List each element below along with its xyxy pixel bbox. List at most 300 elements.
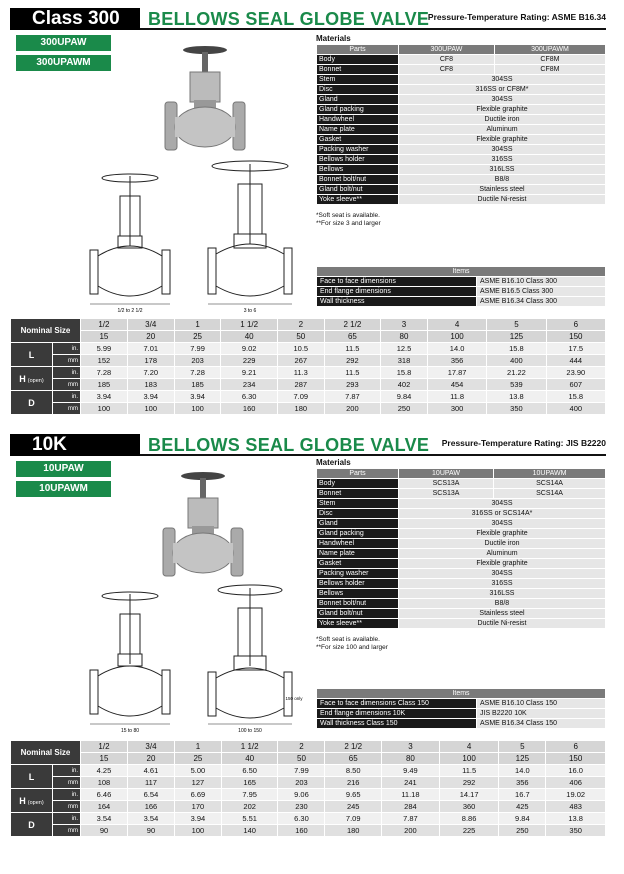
dim-value-in: 11.18: [382, 789, 440, 801]
dim-value-mm: 350: [487, 403, 546, 415]
dim-value-mm: 293: [324, 379, 380, 391]
valve-drawing-small: [78, 166, 178, 314]
unit-mm: mm: [53, 801, 81, 813]
size-inch: 6: [546, 319, 605, 331]
dim-value-mm: 483: [546, 801, 606, 813]
dim-value-mm: 180: [277, 403, 324, 415]
item-value: ASME B16.34 Class 300: [477, 297, 606, 307]
valve-drawing-large: [200, 578, 310, 734]
dim-value-mm: 607: [546, 379, 605, 391]
item-value: ASME B16.34 Class 150: [477, 719, 606, 729]
item-name: Wall thickness Class 150: [317, 719, 477, 729]
mat-part: Bonnet: [317, 489, 399, 499]
mat-head: Parts: [317, 45, 399, 55]
dim-value-in: 13.8: [546, 813, 606, 825]
dim-value-in: 6.30: [278, 813, 325, 825]
dim-value-in: 9.84: [499, 813, 546, 825]
mat-value: B8/8: [399, 599, 606, 609]
dim-value-in: 3.54: [127, 813, 174, 825]
dim-value-in: 6.69: [174, 789, 221, 801]
dimensions-table: [10, 318, 606, 415]
dim-value-mm: 444: [546, 355, 605, 367]
note: **For size 100 and larger: [316, 644, 388, 651]
dim-value-in: 6.30: [221, 391, 277, 403]
size-inch: 4: [439, 741, 499, 753]
dim-value-mm: 234: [221, 379, 277, 391]
dim-value-mm: 402: [381, 379, 428, 391]
dim-value-mm: 185: [174, 379, 221, 391]
dim-value-mm: 178: [127, 355, 174, 367]
mat-part: Disc: [317, 509, 399, 519]
item-value: JIS B2220 10K: [477, 709, 606, 719]
mat-value: SCS13A: [399, 489, 494, 499]
drawing-label: 1/2 to 2 1/2: [117, 308, 143, 314]
dim-value-in: 12.5: [381, 343, 428, 355]
dim-value-mm: 250: [381, 403, 428, 415]
dim-value-in: 7.20: [127, 367, 174, 379]
size-mm: 25: [174, 753, 221, 765]
dim-value-in: 17.5: [546, 343, 605, 355]
dim-value-in: 13.8: [487, 391, 546, 403]
dim-value-in: 7.87: [324, 391, 380, 403]
dim-value-in: 5.00: [174, 765, 221, 777]
size-mm: 100: [427, 331, 486, 343]
dim-symbol-sub: (open): [27, 377, 44, 384]
dim-value-mm: 425: [499, 801, 546, 813]
dim-symbol: [11, 789, 53, 813]
dim-symbol-text: L: [28, 771, 35, 782]
mat-value: Flexible graphite: [399, 135, 606, 145]
mat-value: 304SS: [399, 95, 606, 105]
dim-value-mm: 152: [81, 355, 128, 367]
size-mm: 65: [324, 331, 380, 343]
section-header: [10, 8, 606, 30]
section-header: [10, 434, 606, 456]
dim-value-mm: 292: [324, 355, 380, 367]
mat-value: Aluminum: [399, 549, 606, 559]
mat-part: Bonnet bolt/nut: [317, 175, 399, 185]
product-title: BELLOWS SEAL GLOBE VALVE: [148, 9, 430, 29]
size-mm: 40: [221, 331, 277, 343]
dim-value-mm: 350: [546, 825, 606, 837]
dim-value-mm: 160: [221, 403, 277, 415]
size-mm: 80: [381, 331, 428, 343]
dim-value-in: 9.65: [325, 789, 382, 801]
dim-value-mm: 203: [278, 777, 325, 789]
mat-part: Gland: [317, 519, 399, 529]
dimensions-table: [10, 740, 606, 837]
dim-value-in: 11.5: [324, 367, 380, 379]
mat-part: Gasket: [317, 135, 399, 145]
section-class300: [10, 8, 606, 428]
class-label: 10K: [10, 434, 140, 456]
valve-photo: [160, 42, 250, 157]
dim-value-in: 21.22: [487, 367, 546, 379]
dim-value-in: 9.06: [278, 789, 325, 801]
item-name: End flange dimensions 10K: [317, 709, 477, 719]
mat-part: Bellows: [317, 165, 399, 175]
mat-part: Bellows holder: [317, 155, 399, 165]
mat-part: Bellows: [317, 589, 399, 599]
mat-value: CF8M: [494, 55, 605, 65]
dim-value-in: 16.0: [546, 765, 606, 777]
size-inch: 1/2: [81, 319, 128, 331]
mat-part: Gland bolt/nut: [317, 609, 399, 619]
mat-part: Stem: [317, 499, 399, 509]
dim-value-in: 3.94: [81, 391, 128, 403]
unit-mm: mm: [53, 355, 81, 367]
mat-value: CF8: [399, 65, 495, 75]
dim-value-mm: 229: [221, 355, 277, 367]
mat-part: Gland packing: [317, 529, 399, 539]
dim-value-in: 14.17: [439, 789, 499, 801]
dim-value-mm: 300: [427, 403, 486, 415]
size-inch: 1: [174, 741, 221, 753]
mat-part: Name plate: [317, 549, 399, 559]
dim-value-in: 14.0: [499, 765, 546, 777]
mat-part: Gland: [317, 95, 399, 105]
size-mm: 150: [546, 753, 606, 765]
unit-mm: mm: [53, 777, 81, 789]
mat-value: Flexible graphite: [399, 529, 606, 539]
size-mm: 50: [277, 331, 324, 343]
mat-value: 304SS: [399, 145, 606, 155]
dim-value-mm: 200: [324, 403, 380, 415]
dim-symbol: [11, 343, 53, 367]
dim-value-mm: 166: [127, 801, 174, 813]
item-name: Face to face dimensions: [317, 277, 477, 287]
dim-symbol-sub: (open): [27, 799, 44, 806]
drawing-label: 150 only: [285, 696, 303, 701]
mat-value: Stainless steel: [399, 609, 606, 619]
dim-value-mm: 292: [439, 777, 499, 789]
size-inch: 1: [174, 319, 221, 331]
dim-symbol-text: D: [28, 397, 35, 408]
mat-value: 316SS or SCS14A*: [399, 509, 606, 519]
items-head: Items: [317, 689, 606, 699]
dim-value-mm: 90: [81, 825, 128, 837]
dim-value-mm: 127: [174, 777, 221, 789]
mat-head: 300UPAW: [399, 45, 495, 55]
materials-table: [316, 44, 606, 205]
mat-part: Gasket: [317, 559, 399, 569]
mat-value: 316SS or CF8M*: [399, 85, 606, 95]
dim-value-in: 7.87: [382, 813, 440, 825]
dim-value-in: 8.86: [439, 813, 499, 825]
mat-part: Name plate: [317, 125, 399, 135]
dim-symbol-text: L: [28, 349, 35, 360]
dim-value-mm: 100: [81, 403, 128, 415]
size-mm: 40: [221, 753, 278, 765]
item-value: ASME B16.10 Class 150: [477, 699, 606, 709]
size-inch: 2: [277, 319, 324, 331]
valve-drawing-large: [198, 154, 308, 314]
mat-value: SCS14A: [494, 479, 606, 489]
materials-title: Materials: [316, 34, 351, 43]
mat-part: Stem: [317, 75, 399, 85]
model-badges: [16, 461, 111, 501]
dim-value-mm: 400: [487, 355, 546, 367]
dim-value-mm: 160: [278, 825, 325, 837]
dim-value-in: 5.51: [221, 813, 278, 825]
dim-symbol: [11, 765, 53, 789]
mat-part: Body: [317, 55, 399, 65]
mat-value: Stainless steel: [399, 185, 606, 195]
dim-value-mm: 108: [81, 777, 128, 789]
dim-symbol-text: H: [19, 795, 26, 806]
size-mm: 25: [174, 331, 221, 343]
unit-in: in.: [53, 813, 81, 825]
valve-drawing-small: [78, 584, 178, 734]
mat-part: Packing washer: [317, 569, 399, 579]
dim-value-in: 3.94: [127, 391, 174, 403]
dim-value-in: 16.7: [499, 789, 546, 801]
dim-value-in: 4.25: [81, 765, 128, 777]
dim-value-in: 6.50: [221, 765, 278, 777]
mat-value: B8/8: [399, 175, 606, 185]
dim-value-mm: 454: [427, 379, 486, 391]
unit-mm: mm: [53, 379, 81, 391]
dim-value-in: 7.99: [174, 343, 221, 355]
dim-symbol-text: H: [19, 373, 26, 384]
size-inch: 3/4: [127, 319, 174, 331]
mat-part: Handwheel: [317, 539, 399, 549]
pressure-rating: Pressure-Temperature Rating: JIS B2220: [441, 438, 606, 448]
dim-value-in: 11.8: [427, 391, 486, 403]
item-name: End flange dimensions: [317, 287, 477, 297]
mat-head: 10UPAWM: [494, 469, 606, 479]
dim-value-in: 7.09: [325, 813, 382, 825]
mat-head: 10UPAW: [399, 469, 494, 479]
mat-value: 304SS: [399, 499, 606, 509]
mat-value: SCS14A: [494, 489, 606, 499]
size-inch: 3/4: [127, 741, 174, 753]
size-mm: 20: [127, 331, 174, 343]
mat-part: Yoke sleeve**: [317, 195, 399, 205]
dim-value-mm: 180: [325, 825, 382, 837]
dim-value-in: 7.99: [278, 765, 325, 777]
dim-value-in: 11.5: [439, 765, 499, 777]
mat-value: Aluminum: [399, 125, 606, 135]
mat-part: Body: [317, 479, 399, 489]
size-mm: 100: [439, 753, 499, 765]
dim-value-mm: 117: [127, 777, 174, 789]
dim-value-mm: 216: [325, 777, 382, 789]
dim-value-in: 19.02: [546, 789, 606, 801]
item-value: ASME B16.10 Class 300: [477, 277, 606, 287]
section-10k: [10, 434, 606, 864]
dim-value-in: 9.02: [221, 343, 277, 355]
dim-value-mm: 356: [499, 777, 546, 789]
mat-value: Ductile iron: [399, 539, 606, 549]
dim-value-mm: 202: [221, 801, 278, 813]
dim-value-mm: 284: [382, 801, 440, 813]
dim-value-mm: 200: [382, 825, 440, 837]
unit-mm: mm: [53, 825, 81, 837]
dim-value-in: 15.8: [487, 343, 546, 355]
dim-value-mm: 287: [277, 379, 324, 391]
dim-value-in: 11.5: [324, 343, 380, 355]
mat-part: Gland bolt/nut: [317, 185, 399, 195]
mat-value: 304SS: [399, 519, 606, 529]
size-inch: 4: [427, 319, 486, 331]
dim-value-mm: 539: [487, 379, 546, 391]
dim-value-mm: 400: [546, 403, 605, 415]
mat-head: Parts: [317, 469, 399, 479]
dim-value-in: 9.49: [382, 765, 440, 777]
mat-part: Yoke sleeve**: [317, 619, 399, 629]
mat-part: Packing washer: [317, 145, 399, 155]
dim-value-mm: 241: [382, 777, 440, 789]
mat-value: Flexible graphite: [399, 105, 606, 115]
dim-value-mm: 183: [127, 379, 174, 391]
dim-value-in: 5.99: [81, 343, 128, 355]
size-inch: 1 1/2: [221, 319, 277, 331]
dim-value-mm: 406: [546, 777, 606, 789]
dim-value-in: 11.3: [277, 367, 324, 379]
mat-value: 316SS: [399, 579, 606, 589]
mat-part: Bonnet: [317, 65, 399, 75]
mat-value: CF8M: [494, 65, 605, 75]
standards-table: [316, 688, 606, 729]
dim-value-mm: 356: [427, 355, 486, 367]
dim-value-mm: 230: [278, 801, 325, 813]
nominal-size-label: Nominal Size: [11, 741, 81, 765]
dim-value-in: 9.84: [381, 391, 428, 403]
mat-value: CF8: [399, 55, 495, 65]
model-badge: 300UPAWM: [16, 55, 111, 71]
dim-value-mm: 318: [381, 355, 428, 367]
size-inch: 5: [499, 741, 546, 753]
note: *Soft seat is available.: [316, 212, 380, 219]
unit-in: in.: [53, 391, 81, 403]
drawing-label: 3 to 6: [243, 308, 257, 314]
dim-value-in: 10.5: [277, 343, 324, 355]
size-inch: 1/2: [81, 741, 128, 753]
dim-value-in: 6.46: [81, 789, 128, 801]
dim-value-mm: 100: [174, 403, 221, 415]
items-head: Items: [317, 267, 606, 277]
dim-value-in: 3.94: [174, 813, 221, 825]
item-value: ASME B16.5 Class 300: [477, 287, 606, 297]
mat-value: SCS13A: [399, 479, 494, 489]
unit-in: in.: [53, 367, 81, 379]
dim-value-mm: 170: [174, 801, 221, 813]
dim-value-in: 15.8: [381, 367, 428, 379]
dim-value-in: 17.87: [427, 367, 486, 379]
mat-part: Handwheel: [317, 115, 399, 125]
dim-symbol-text: D: [28, 819, 35, 830]
materials-title: Materials: [316, 458, 351, 467]
nominal-size-label: Nominal Size: [11, 319, 81, 343]
class-label: Class 300: [10, 8, 140, 30]
dim-value-in: 14.0: [427, 343, 486, 355]
mat-value: Ductile Ni-resist: [399, 619, 606, 629]
item-name: Wall thickness: [317, 297, 477, 307]
size-inch: 2: [278, 741, 325, 753]
dim-value-mm: 203: [174, 355, 221, 367]
standards-table: [316, 266, 606, 307]
dim-value-in: 3.54: [81, 813, 128, 825]
model-badge: 300UPAW: [16, 35, 111, 51]
dim-value-in: 15.8: [546, 391, 605, 403]
size-mm: 20: [127, 753, 174, 765]
size-inch: 6: [546, 741, 606, 753]
mat-value: 316LSS: [399, 165, 606, 175]
dim-value-in: 8.50: [325, 765, 382, 777]
unit-in: in.: [53, 343, 81, 355]
materials-table: [316, 468, 606, 629]
dim-value-in: 7.28: [81, 367, 128, 379]
dim-value-in: 7.01: [127, 343, 174, 355]
mat-part: Bellows holder: [317, 579, 399, 589]
pressure-rating: Pressure-Temperature Rating: ASME B16.34: [427, 12, 606, 22]
size-mm: 150: [546, 331, 605, 343]
mat-value: 304SS: [399, 569, 606, 579]
note: **For size 3 and larger: [316, 220, 381, 227]
unit-mm: mm: [53, 403, 81, 415]
size-inch: 2 1/2: [325, 741, 382, 753]
dim-value-in: 6.54: [127, 789, 174, 801]
size-mm: 15: [81, 331, 128, 343]
dim-value-mm: 164: [81, 801, 128, 813]
size-inch: 3: [382, 741, 440, 753]
size-mm: 125: [487, 331, 546, 343]
dim-value-mm: 165: [221, 777, 278, 789]
mat-part: Bonnet bolt/nut: [317, 599, 399, 609]
product-title: BELLOWS SEAL GLOBE VALVE: [148, 435, 430, 455]
drawing-label: 100 to 150: [238, 728, 262, 734]
dim-value-in: 23.90: [546, 367, 605, 379]
mat-head: 300UPAWM: [494, 45, 605, 55]
unit-in: in.: [53, 789, 81, 801]
dim-value-mm: 267: [277, 355, 324, 367]
dim-value-mm: 250: [499, 825, 546, 837]
size-inch: 5: [487, 319, 546, 331]
mat-part: Disc: [317, 85, 399, 95]
mat-value: Ductile iron: [399, 115, 606, 125]
size-inch: 3: [381, 319, 428, 331]
dim-value-mm: 360: [439, 801, 499, 813]
dim-value-mm: 140: [221, 825, 278, 837]
dim-value-in: 9.21: [221, 367, 277, 379]
valve-photo: [158, 468, 248, 583]
dim-value-mm: 100: [127, 403, 174, 415]
model-badge: 10UPAWM: [16, 481, 111, 497]
size-inch: 1 1/2: [221, 741, 278, 753]
dim-value-mm: 185: [81, 379, 128, 391]
dim-value-in: 4.61: [127, 765, 174, 777]
dim-value-mm: 90: [127, 825, 174, 837]
mat-value: 304SS: [399, 75, 606, 85]
mat-value: Ductile Ni-resist: [399, 195, 606, 205]
size-mm: 125: [499, 753, 546, 765]
dim-value-mm: 100: [174, 825, 221, 837]
materials-notes: [316, 212, 381, 228]
dim-symbol: [11, 391, 53, 415]
dim-symbol: [11, 813, 53, 837]
dim-value-in: 7.09: [277, 391, 324, 403]
dim-value-in: 3.94: [174, 391, 221, 403]
mat-value: 316SS: [399, 155, 606, 165]
dim-value-mm: 245: [325, 801, 382, 813]
dim-value-mm: 225: [439, 825, 499, 837]
size-mm: 65: [325, 753, 382, 765]
size-mm: 50: [278, 753, 325, 765]
dim-symbol: [11, 367, 53, 391]
mat-part: Gland packing: [317, 105, 399, 115]
size-inch: 2 1/2: [324, 319, 380, 331]
